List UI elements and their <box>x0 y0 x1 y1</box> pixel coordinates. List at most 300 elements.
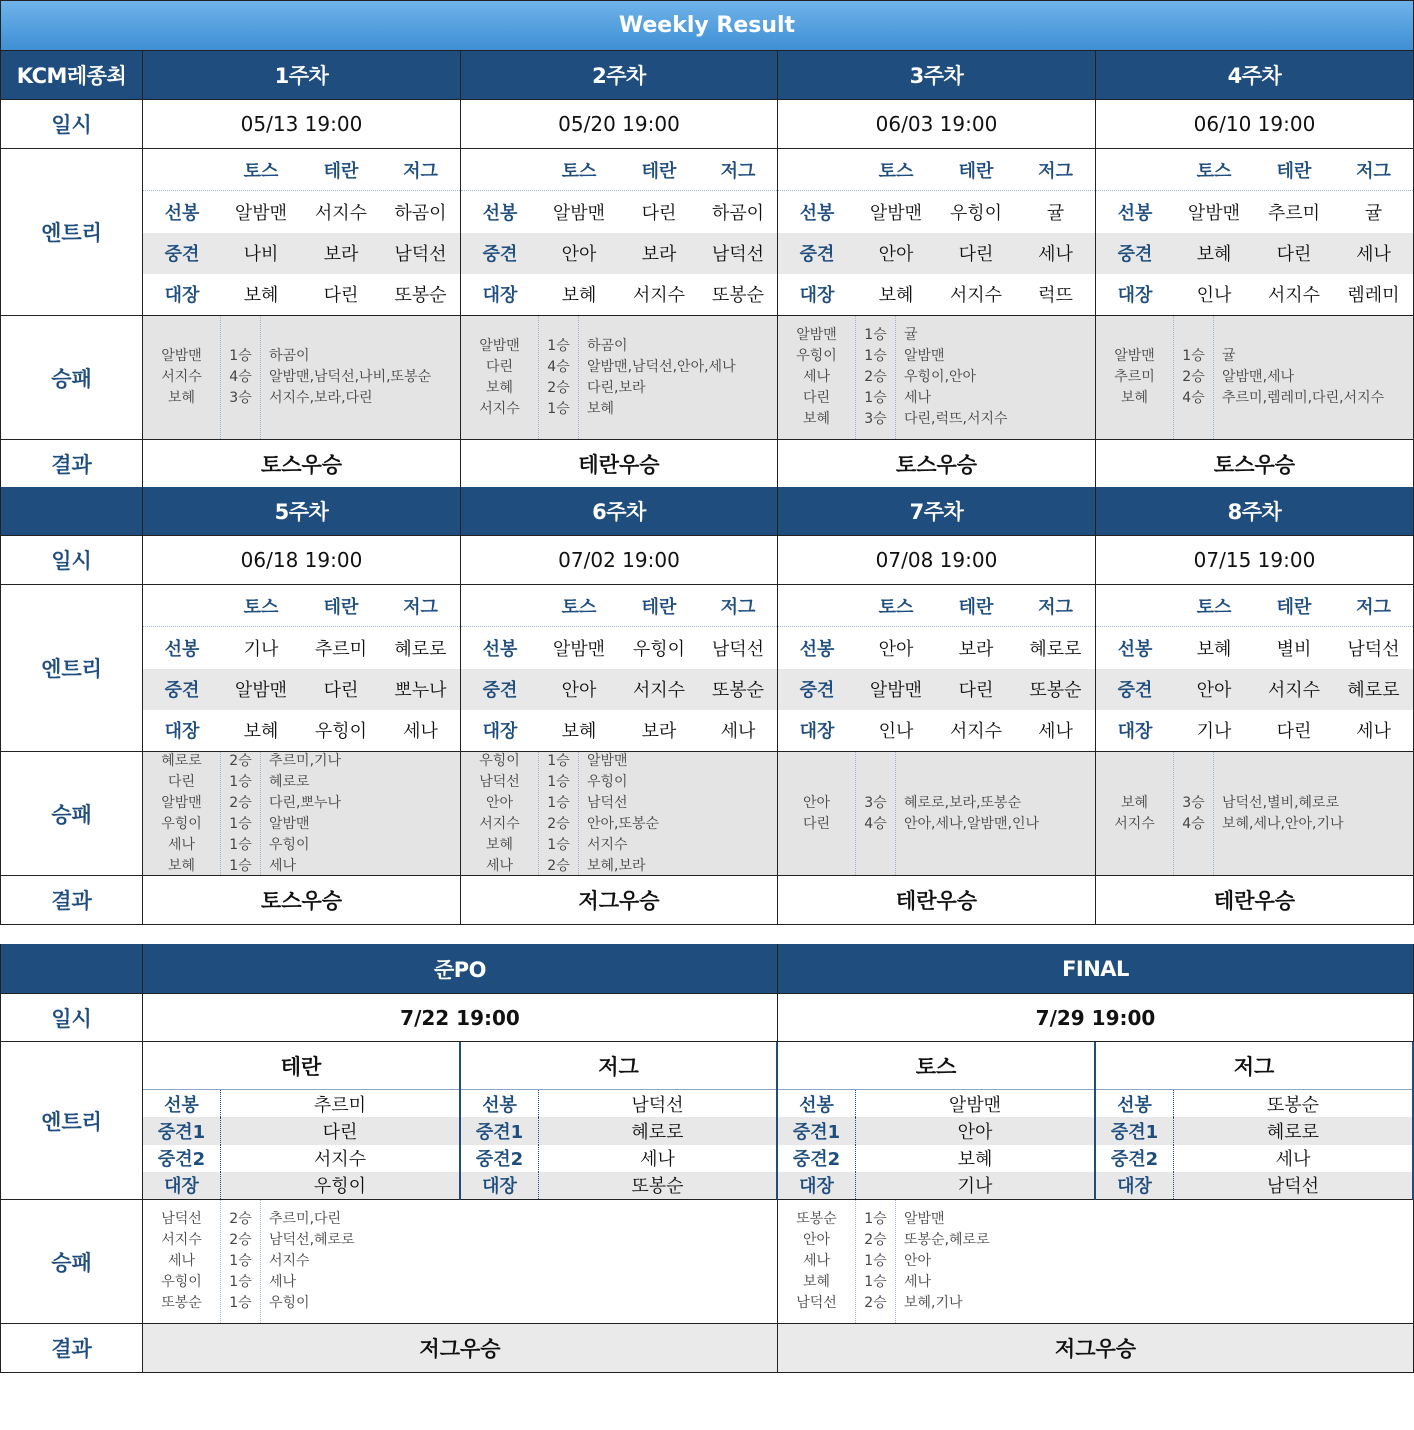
winloss-panel <box>778 752 1096 876</box>
entry-row-2 <box>1096 710 1413 751</box>
entry-corner <box>778 585 856 626</box>
role-label: 중견 <box>164 680 200 702</box>
player-name: 보혜 <box>878 285 914 307</box>
entry-grid <box>1096 149 1414 316</box>
wl-line: 서지수 <box>479 815 520 832</box>
wl-line: 3승 <box>864 794 887 811</box>
corner-blank <box>0 944 143 994</box>
winloss-inner <box>461 316 777 439</box>
week-result: 토스우승 <box>778 440 1096 489</box>
playoff-header: FINAL <box>778 944 1414 994</box>
winloss-players <box>1096 316 1174 439</box>
week-header: 8주차 <box>1096 487 1414 536</box>
week-result: 테란우승 <box>778 876 1096 925</box>
entry-row-1 <box>461 669 777 710</box>
week-date: 07/15 19:00 <box>1096 536 1414 585</box>
player-name: 또봉순 <box>631 1176 684 1198</box>
winloss-defeated <box>1214 752 1413 875</box>
team-0-label: 토스 <box>243 160 279 182</box>
winloss-panel <box>1096 752 1414 876</box>
wl-line: 서지수 <box>479 400 520 417</box>
entry-row-1 <box>143 233 460 274</box>
wl-line: 2승 <box>547 815 570 832</box>
wl-line: 남덕선 <box>587 794 628 811</box>
player-name: 서지수 <box>949 285 1003 307</box>
team-0-label: 토스 <box>243 596 279 618</box>
wl-line: 추르미,렘레미,다린,서지수 <box>1222 390 1385 406</box>
wl-line: 보혜 <box>167 390 196 406</box>
wl-line: 세나 <box>269 857 297 874</box>
winloss-label: 승패 <box>0 1200 143 1324</box>
side-row <box>143 1172 459 1199</box>
winloss-inner <box>143 752 460 875</box>
role-label: 중견1 <box>143 1117 221 1144</box>
player-name: 다린 <box>1276 244 1312 266</box>
winloss-defeated <box>579 752 777 875</box>
winloss-panel <box>143 752 461 876</box>
player-name: 하곰이 <box>394 202 447 224</box>
wl-line: 알밤맨,세나 <box>1222 369 1295 385</box>
player-name: 안아 <box>561 680 597 702</box>
entry-row-0 <box>1096 627 1413 668</box>
side-row <box>143 1117 459 1144</box>
wl-line: 알밤맨 <box>161 348 202 364</box>
player-name: 서지수 <box>632 285 686 307</box>
player-name: 혜로로 <box>394 638 447 660</box>
wl-line: 보혜 <box>1120 390 1149 406</box>
player-name: 추르미 <box>1267 202 1321 224</box>
player-name: 남덕선 <box>394 244 447 266</box>
wl-line: 서지수 <box>1114 815 1155 832</box>
winloss-wins <box>539 752 579 875</box>
wl-line: 2승 <box>547 379 570 396</box>
player-name: 알밤맨 <box>948 1094 1002 1116</box>
winloss-wins <box>856 316 896 439</box>
winloss-inner <box>461 752 777 875</box>
entry-row-0 <box>778 627 1095 668</box>
role-label: 선봉 <box>1117 638 1153 660</box>
role-label: 중견2 <box>461 1145 539 1172</box>
role-label: 대장 <box>799 285 835 307</box>
role-label: 대장 <box>799 721 835 743</box>
role-label: 중견 <box>482 680 518 702</box>
role-label: 선봉 <box>778 1090 856 1117</box>
wl-line: 우힝이 <box>796 348 837 364</box>
role-label: 선봉 <box>1117 202 1153 224</box>
entry-row-2 <box>143 274 460 315</box>
entry-row-2 <box>778 274 1095 315</box>
wl-line: 하곰이 <box>269 348 310 364</box>
wl-line: 2승 <box>864 1295 887 1311</box>
role-label: 대장 <box>778 1172 856 1199</box>
entry-row-1 <box>778 233 1095 274</box>
winloss-defeated <box>896 752 1095 875</box>
winloss-wins <box>856 1200 896 1323</box>
playoff-side-entry <box>461 1042 778 1200</box>
player-name: 세나 <box>1275 1149 1311 1171</box>
wl-line: 추르미,다린 <box>269 1211 342 1227</box>
winloss-inner <box>1096 752 1413 875</box>
wl-line: 서지수 <box>587 836 628 853</box>
wl-line: 2승 <box>229 1211 252 1227</box>
wl-line: 안아,세나,알밤맨,인나 <box>904 815 1040 832</box>
week-date: 05/13 19:00 <box>143 100 461 149</box>
wl-line: 추르미 <box>1114 369 1155 385</box>
player-name: 보라 <box>641 721 677 743</box>
entry-row-1 <box>461 233 777 274</box>
winloss-wins <box>1174 752 1214 875</box>
wl-line: 1승 <box>864 327 887 343</box>
team-0-label: 토스 <box>1196 160 1232 182</box>
entry-row-0 <box>778 191 1095 232</box>
wl-line: 우힝이 <box>269 1295 310 1311</box>
wl-line: 2승 <box>229 752 252 769</box>
player-name: 우힝이 <box>632 638 686 660</box>
wl-line: 알밤맨 <box>904 348 945 364</box>
role-label: 대장 <box>164 721 200 743</box>
winloss-wins <box>1174 316 1214 439</box>
corner-label: KCM레종최 <box>0 51 143 100</box>
role-label: 선봉 <box>164 202 200 224</box>
player-name: 서지수 <box>1267 680 1321 702</box>
entry-row-1 <box>778 669 1095 710</box>
player-name: 또봉순 <box>711 680 765 702</box>
wl-line: 1승 <box>547 337 570 354</box>
wl-line: 1승 <box>864 1211 887 1227</box>
wl-line: 다린,럭뜨,서지수 <box>904 411 1008 427</box>
winloss-defeated <box>261 752 460 875</box>
wl-line: 보혜,기나 <box>904 1295 963 1311</box>
entry-label: 엔트리 <box>0 585 143 752</box>
entry-team-header-row <box>143 149 460 191</box>
player-name: 알밤맨 <box>869 680 923 702</box>
side-row <box>461 1117 776 1144</box>
wl-line: 우힝이 <box>161 815 202 832</box>
role-label: 대장 <box>1117 721 1153 743</box>
playoff-side-entry <box>778 1042 1096 1200</box>
winloss-players <box>461 752 539 875</box>
role-label: 중견2 <box>778 1145 856 1172</box>
role-label: 선봉 <box>461 1090 539 1117</box>
team-2-label: 저그 <box>720 160 756 182</box>
player-name: 또봉순 <box>711 285 765 307</box>
wl-line: 다린,보라 <box>587 379 646 396</box>
winloss-inner <box>143 316 460 439</box>
week-header: 3주차 <box>778 51 1096 100</box>
wl-line: 1승 <box>547 836 570 853</box>
player-name: 기나 <box>243 638 279 660</box>
wl-line: 1승 <box>547 752 570 769</box>
wl-line: 알밤맨,남덕선,나비,또봉순 <box>269 369 432 385</box>
wl-line: 보혜,보라 <box>587 857 646 874</box>
side-row <box>778 1117 1094 1144</box>
entry-label: 엔트리 <box>0 149 143 316</box>
player-name: 세나 <box>403 721 438 743</box>
wl-line: 알밤맨 <box>904 1211 945 1227</box>
wl-line: 1승 <box>229 1295 252 1311</box>
entry-row-2 <box>461 274 777 315</box>
entry-corner <box>461 149 539 190</box>
entry-team-header-row <box>778 585 1095 627</box>
role-label: 대장 <box>143 1172 221 1199</box>
winloss-panel <box>143 316 461 440</box>
side-row <box>1096 1117 1412 1144</box>
winloss-defeated <box>579 316 777 439</box>
winloss-players <box>778 1200 856 1323</box>
wl-line: 1승 <box>229 815 252 832</box>
player-name: 또봉순 <box>394 285 447 307</box>
role-label: 중견 <box>799 680 835 702</box>
wl-line: 2승 <box>864 1232 887 1248</box>
role-label: 중견 <box>482 244 518 266</box>
player-name: 다린 <box>958 680 994 702</box>
wl-line: 1승 <box>229 773 252 790</box>
week-header: 2주차 <box>461 51 778 100</box>
wl-line: 1승 <box>547 794 570 811</box>
side-row <box>461 1145 776 1172</box>
winloss-panel <box>1096 316 1414 440</box>
role-label: 선봉 <box>482 638 518 660</box>
team-1-label: 테란 <box>641 160 677 182</box>
wl-line: 세나 <box>802 369 831 385</box>
winloss-inner <box>1096 316 1413 439</box>
player-name: 럭뜨 <box>1038 285 1073 307</box>
role-label: 대장 <box>1117 285 1153 307</box>
side-wrap <box>143 1042 459 1199</box>
wl-line: 남덕선,혜로로 <box>269 1232 355 1248</box>
role-label: 중견 <box>164 244 200 266</box>
player-name: 별비 <box>1276 638 1312 660</box>
player-name: 보혜 <box>243 285 279 307</box>
winloss-players <box>1096 752 1174 875</box>
wl-line: 4승 <box>229 369 252 385</box>
wl-line: 1승 <box>229 348 252 364</box>
wl-line: 보혜 <box>485 379 514 396</box>
wl-line: 우힝이 <box>161 1274 202 1290</box>
team-2-label: 저그 <box>403 596 438 618</box>
entry-grid <box>778 585 1096 752</box>
side-body <box>461 1090 776 1199</box>
player-name: 보라 <box>958 638 994 660</box>
wl-line: 세나 <box>269 1274 297 1290</box>
side-wrap <box>1096 1042 1412 1199</box>
player-name: 혜로로 <box>1029 638 1082 660</box>
player-name: 안아 <box>1196 680 1232 702</box>
side-row <box>1096 1090 1412 1117</box>
winloss-label: 승패 <box>0 316 143 440</box>
wl-line: 다린 <box>485 358 514 375</box>
wl-line: 알밤맨 <box>161 794 202 811</box>
player-name: 다린 <box>1276 721 1312 743</box>
side-row <box>461 1172 776 1199</box>
wl-line: 보혜 <box>802 411 831 427</box>
player-name: 렘레미 <box>1347 285 1400 307</box>
date-label: 일시 <box>0 536 143 585</box>
wl-line: 세나 <box>167 836 196 853</box>
winloss-players <box>143 1200 221 1323</box>
player-name: 뽀누나 <box>394 680 447 702</box>
entry-grid <box>1096 585 1414 752</box>
role-label: 대장 <box>482 721 518 743</box>
wl-line: 우힝이 <box>269 836 310 853</box>
player-name: 알밤맨 <box>234 202 288 224</box>
wl-line: 서지수 <box>161 369 202 385</box>
player-name: 다린 <box>641 202 677 224</box>
wl-line: 2승 <box>229 1232 252 1248</box>
week-result: 토스우승 <box>143 876 461 925</box>
team-2-label: 저그 <box>403 160 438 182</box>
side-body <box>1096 1090 1412 1199</box>
player-name: 다린 <box>323 285 359 307</box>
side-body <box>143 1090 459 1199</box>
player-name: 세나 <box>1038 244 1073 266</box>
player-name: 인나 <box>878 721 914 743</box>
entry-team-header-row <box>778 149 1095 191</box>
side-row <box>461 1090 776 1117</box>
player-name: 인나 <box>1196 285 1232 307</box>
player-name: 우힝이 <box>314 721 368 743</box>
entry-label: 엔트리 <box>0 1042 143 1200</box>
week-result: 토스우승 <box>1096 440 1414 489</box>
side-row <box>143 1145 459 1172</box>
entry-corner <box>143 149 221 190</box>
wl-line: 1승 <box>547 400 570 417</box>
team-2-label: 저그 <box>720 596 756 618</box>
table-title: Weekly Result <box>0 0 1414 51</box>
player-name: 세나 <box>1038 721 1073 743</box>
player-name: 서지수 <box>314 202 368 224</box>
player-name: 하곰이 <box>711 202 765 224</box>
entry-grid <box>461 149 778 316</box>
role-label: 중견2 <box>1096 1145 1174 1172</box>
team-2-label: 저그 <box>1356 160 1391 182</box>
playoff-result: 저그우승 <box>778 1324 1414 1373</box>
player-name: 세나 <box>1356 244 1391 266</box>
player-name: 다린 <box>958 244 994 266</box>
side-team-label: 저그 <box>1096 1042 1412 1090</box>
player-name: 보혜 <box>561 285 597 307</box>
entry-row-0 <box>143 191 460 232</box>
winloss-players <box>143 316 221 439</box>
playoff-winloss <box>778 1200 1414 1324</box>
wl-line: 다린,뽀누나 <box>269 794 342 811</box>
winloss-wins <box>539 316 579 439</box>
wl-line: 귤 <box>904 327 918 343</box>
entry-team-header-row <box>461 149 777 191</box>
player-name: 또봉순 <box>1266 1094 1320 1116</box>
corner-label <box>0 487 143 536</box>
player-name: 우힝이 <box>949 202 1003 224</box>
entry-row-0 <box>461 191 777 232</box>
week-date: 06/18 19:00 <box>143 536 461 585</box>
wl-line: 1승 <box>229 836 252 853</box>
team-0-label: 토스 <box>1196 596 1232 618</box>
week-header: 4주차 <box>1096 51 1414 100</box>
side-wrap <box>778 1042 1094 1199</box>
wl-line: 1승 <box>547 773 570 790</box>
entry-grid <box>778 149 1096 316</box>
week-result: 테란우승 <box>1096 876 1414 925</box>
entry-corner <box>1096 585 1174 626</box>
winloss-players <box>143 752 221 875</box>
player-name: 남덕선 <box>711 638 765 660</box>
wl-line: 4승 <box>547 358 570 375</box>
role-label: 중견2 <box>143 1145 221 1172</box>
wl-line: 세나 <box>802 1253 831 1269</box>
week-date: 05/20 19:00 <box>461 100 778 149</box>
wl-line: 보혜 <box>1120 794 1149 811</box>
wl-line: 남덕선,별비,혜로로 <box>1222 794 1340 811</box>
winloss-players <box>461 316 539 439</box>
team-1-label: 테란 <box>323 596 359 618</box>
week-result: 토스우승 <box>143 440 461 489</box>
winloss-wins <box>221 1200 261 1323</box>
entry-row-1 <box>1096 233 1413 274</box>
player-name: 서지수 <box>632 680 686 702</box>
player-name: 남덕선 <box>1266 1176 1320 1198</box>
week-header: 6주차 <box>461 487 778 536</box>
wl-line: 남덕선 <box>796 1295 837 1311</box>
winloss-players <box>778 316 856 439</box>
player-name: 알밤맨 <box>869 202 923 224</box>
winloss-inner <box>778 1200 1413 1323</box>
player-name: 귤 <box>1046 202 1065 224</box>
wl-line: 안아 <box>802 1232 831 1248</box>
week-header: 1주차 <box>143 51 461 100</box>
role-label: 중견 <box>799 244 835 266</box>
player-name: 알밤맨 <box>234 680 288 702</box>
playoff-side-entry <box>1096 1042 1414 1200</box>
wl-line: 1승 <box>229 857 252 874</box>
role-label: 선봉 <box>799 638 835 660</box>
wl-line: 알밤맨 <box>796 327 837 343</box>
winloss-wins <box>856 752 896 875</box>
wl-line: 안아,또봉순 <box>587 815 660 832</box>
entry-row-0 <box>143 627 460 668</box>
entry-grid <box>143 585 461 752</box>
wl-line: 안아 <box>802 794 831 811</box>
wl-line: 귤 <box>1222 348 1236 364</box>
wl-line: 3승 <box>864 411 887 427</box>
side-row <box>778 1090 1094 1117</box>
week-header: 7주차 <box>778 487 1096 536</box>
player-name: 보라 <box>641 244 677 266</box>
entry-team-header-row <box>1096 149 1413 191</box>
wl-line: 하곰이 <box>587 337 628 354</box>
week-date: 06/10 19:00 <box>1096 100 1414 149</box>
wl-line: 남덕선 <box>479 773 520 790</box>
player-name: 세나 <box>720 721 756 743</box>
role-label: 중견1 <box>461 1117 539 1144</box>
team-0-label: 토스 <box>878 596 914 618</box>
player-name: 기나 <box>957 1176 993 1198</box>
week-date: 07/02 19:00 <box>461 536 778 585</box>
team-0-label: 토스 <box>561 160 597 182</box>
player-name: 혜로로 <box>1266 1121 1320 1143</box>
wl-line: 보혜 <box>587 400 615 417</box>
entry-corner <box>461 585 539 626</box>
team-1-label: 테란 <box>1276 596 1312 618</box>
role-label: 선봉 <box>143 1090 221 1117</box>
winloss-defeated <box>261 316 460 439</box>
wl-line: 세나 <box>904 390 932 406</box>
entry-team-header-row <box>143 585 460 627</box>
side-row <box>778 1172 1094 1199</box>
entry-row-1 <box>1096 669 1413 710</box>
wl-line: 3승 <box>229 390 252 406</box>
player-name: 추르미 <box>314 638 368 660</box>
side-team-label: 토스 <box>778 1042 1094 1090</box>
